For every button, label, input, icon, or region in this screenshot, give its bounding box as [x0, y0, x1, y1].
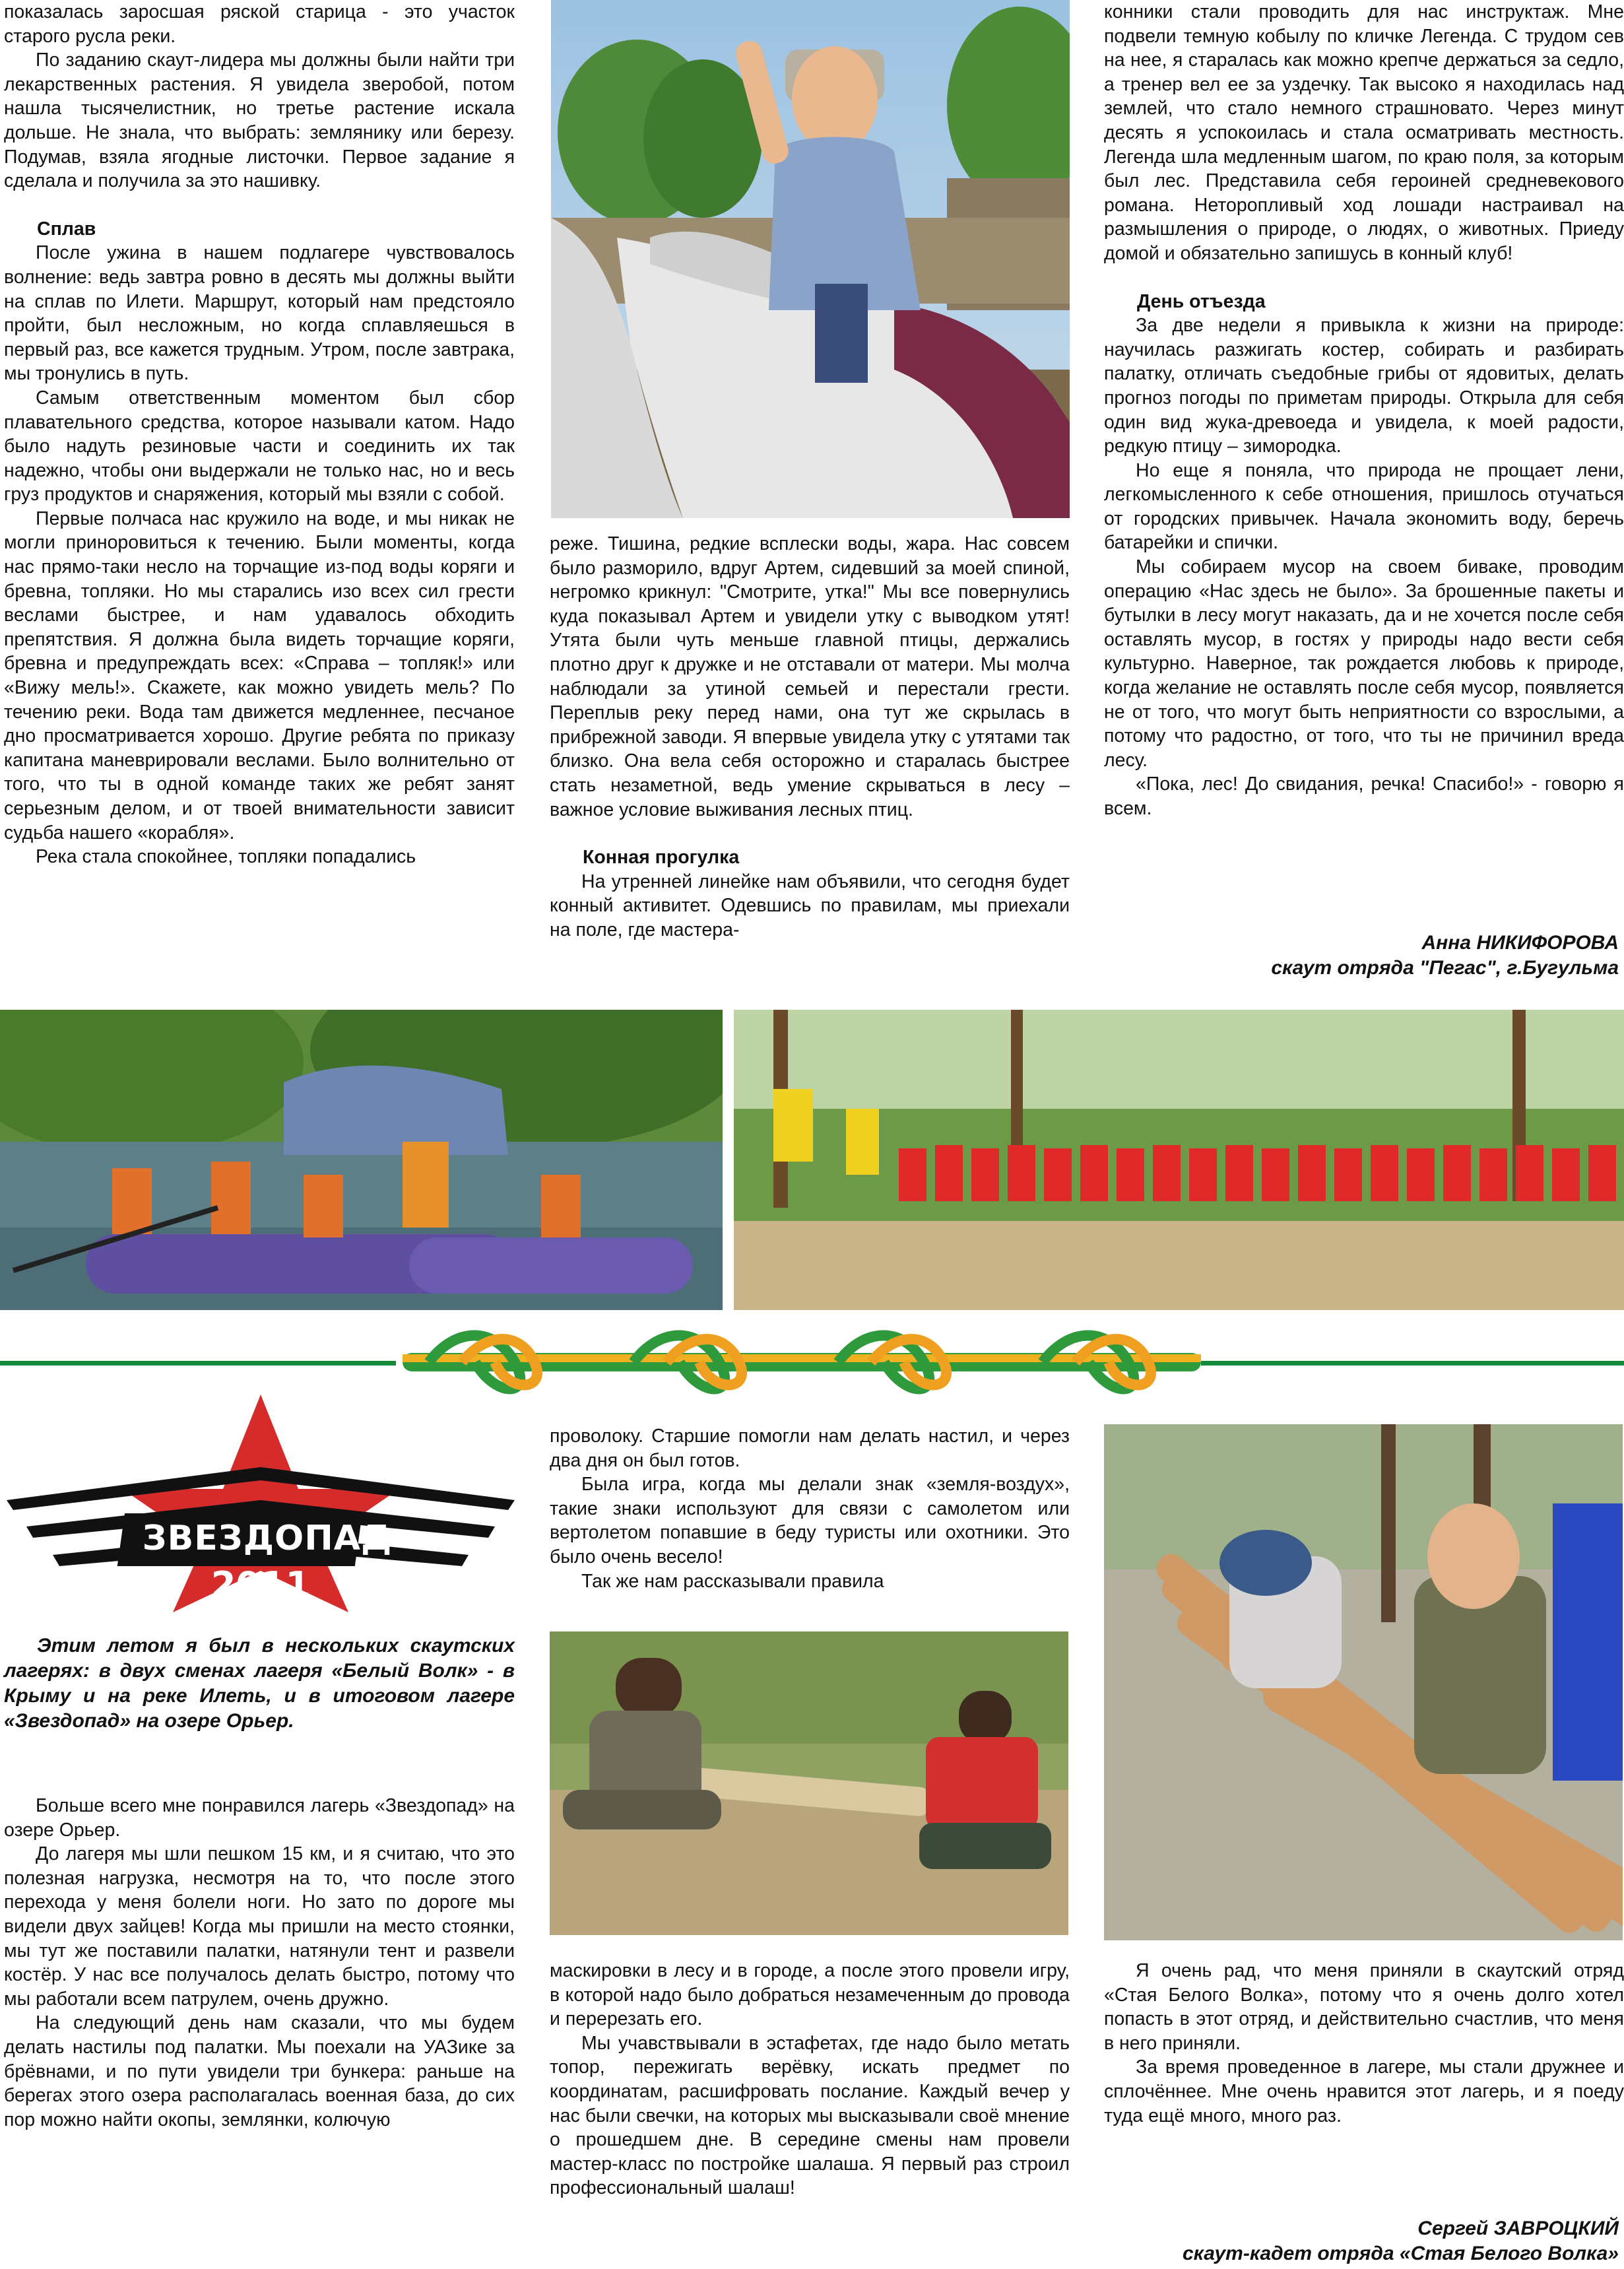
author-unit: скаут отряда "Пегас", г.Бугульма [1271, 957, 1619, 979]
paragraph: На утренней линейке нам объявили, что сегодня будет конный активитет. Одевшись по правилам, мы приехали на поле, где мастера- [550, 871, 1070, 940]
zvezdopad-logo [0, 1391, 521, 1616]
paragraph: Больше всего мне понравился лагерь «Звездопад» на озере Орьер. [4, 1795, 515, 1841]
article2-column1 [4, 1794, 515, 2132]
paragraph: За время проведенное в лагере, мы стали дружнее и сплочённее. Мне очень нравится этот лагерь, и я поеду туда ещё много, много раз. [1104, 2056, 1624, 2126]
paragraph-gap [1104, 266, 1624, 290]
photo-boy-on-horse [551, 0, 1070, 518]
author-name: Анна НИКИФОРОВА [1421, 932, 1619, 954]
paragraph: реже. Тишина, редкие всплески воды, жара. Нас совсем было разморило, вдруг Артем, сидевший за моей спиной, негромко крикнул: "Смотрите, утка!" Мы все повернулись куда показывал Артем и увидели утку с выводком утят! Утята были чуть меньше главной птицы, держались плотно друг к дружке и не отставали от матери. Мы молча наблюдали за утиной семьей и перестали грести. Переплыв реку перед нами, она тут же скрылась в прибрежной заводи. Я впервые увидела утку с утятами так близко. Она вела себя осторожно и старалась быстрее стать незаметной, ведь умение скрываться в лесу – важное условие выживания лесных птиц. [550, 533, 1070, 820]
divider-right [1201, 1361, 1624, 1365]
photo-scouts-line [734, 1010, 1624, 1310]
author-unit: скаут-кадет отряда «Стая Белого Волка» [1182, 2243, 1619, 2264]
photo-boys-sawing [550, 1631, 1068, 1935]
paragraph: Мы собираем мусор на своем биваке, проводим операцию «Нас здесь не было». За брошенные пакеты и бутылки в лесу могут наказать, да и не хочется после себя оставлять мусор, в гостях у природы надо вести себя культурно. Наверное, так рождается любовь к природе, когда желание не оставлять после себя мусор, появляется не от того, что могут быть неприятности со взрослыми, а потому что радостно, от того, что ты не причинил вреда лесу. [1104, 556, 1624, 771]
paragraph: показалась заросшая ряской старица - это участок старого русла реки. [4, 1, 515, 47]
paragraph: проволоку. Старшие помогли нам делать настил, и через два дня он был готов. [550, 1426, 1070, 1471]
author-signature-2 [1183, 2216, 1619, 2266]
paragraph: До лагеря мы шли пешком 15 км, и я считаю, что это полезная нагрузка, несмотря на то, что после этого перехода у меня болели ноги. Но зато по дороге мы видели двух зайцев! Когда мы пришли на место стоянки, мы тут же поставили палатки, натянули тент и развели костёр. У нас все получалось делать быстро, потому что мы работали всем патрулем, очень дружно. [4, 1843, 515, 2010]
divider-left [0, 1361, 396, 1365]
paragraph: Река стала спокойнее, топляки попадались [36, 846, 416, 868]
logo-title: ЗВЕЗДОПАД [142, 1519, 393, 1558]
paragraph: За две недели я привыкла к жизни на природе: научилась разжигать костер, собирать и разбирать палатку, отличать съедобные грибы от ядовитых, делать прогноз погоды по приметам природы. Открыла для себя один вид жука-древоеда и увидела, к моей радости, редкую птицу – зимородка. [1104, 315, 1624, 457]
paragraph: маскировки в лесу и в городе, а после этого провели игру, в которой надо было добраться незамеченным до провода и перерезать его. [550, 1960, 1070, 2030]
paragraph: Так же нам рассказывали правила [581, 1570, 884, 1592]
paragraph: По заданию скаут-лидера мы должны были найти три лекарственных растения. Я увидела зверобой, потом нашла тысячелистник, но третье растение искала дольше. Не знала, что выбрать: землянику или березу. Подумав, взяла ягодные листочки. Первое задание я сделала и получила за это нашивку. [4, 49, 515, 192]
paragraph: После ужина в нашем подлагере чувствовалось волнение: ведь завтра ровно в десять мы должны выйти на сплав по Илети. Маршрут, который нам предстояло пройти, был несложным, но когда сплавляешься в первый раз, все кажется трудным. Утром, после завтрака, мы тронулись в путь. [4, 242, 515, 385]
article2-column3 [1104, 1959, 1624, 2128]
author-name: Сергей ЗАВРОЦКИЙ [1417, 2218, 1619, 2239]
paragraph: конники стали проводить для нас инструктаж. Мне подвели темную кобылу по кличке Легенда. С трудом сев на нее, я старалась как можно крепче держаться за седло, а тренер вел ее за уздечку. Так высоко я находилась над землей, что стало немного страшновато. Через минут десять я успокоилась и стала осматривать местность. Легенда шла медленным шагом, по краю поля, за которым был лес. Представила себя героиней средневекового романа. Неторопливый ход лошади настраивал на размышления о природе, о людях, о животных. Приеду домой и обязательно запишусь в конный клуб! [1104, 1, 1624, 264]
section-heading: День отъезда [1137, 290, 1266, 312]
paragraph: Я очень рад, что меня приняли в скаутский отряд «Стая Белого Волка», потому что я очень долго хотел попасть в этот отряд, и действительно счастлив, что меня в него приняли. [1104, 1960, 1624, 2054]
article2-column2-top [550, 1424, 1070, 1593]
paragraph: Мы учавствывали в эстафетах, где надо было метать топор, пережигать верёвку, искать предмет по координатам, расшифровать послание. Каждый вечер у нас были свечки, на которых мы высказывали своё мнение о прошедшем дне. В середине смены нам провели мастер-класс по постройке шалаша. Я первый раз строил профессиональный шалаш! [550, 2032, 1070, 2199]
paragraph: Но еще я поняла, что природа не прощает лени, легкомысленного к себе отношения, пришлось отучаться от городских привычек. Начала экономить воду, беречь батарейки и спички. [1104, 459, 1624, 554]
logo-year: 2011 [211, 1564, 311, 1606]
article2-column2-bottom [550, 1959, 1070, 2200]
author-signature-1 [1271, 931, 1619, 981]
article2-intro: Этим летом я был в нескольких скаутских лагерях: в двух сменах лагеря «Белый Волк» - в Крыму и на реке Илеть, и в итоговом лагере «Звездопад» на озере Орьер. [4, 1635, 515, 1732]
paragraph: Была игра, когда мы делали знак «земля-воздух», такие знаки используют для связи с самолетом или вертолетом попавшие в беду туристы или охотники. Это было очень весело! [550, 1474, 1070, 1567]
article1-column1 [4, 0, 515, 869]
paragraph: «Пока, лес! До свидания, речка! Спасибо!» - говорю я всем. [1104, 773, 1624, 819]
paragraph: Первые полчаса нас кружило на воде, и мы никак не могли приноровиться к течению. Были моменты, когда нас прямо-таки несло на торчащие из-под воды коряги и бревна, топляки. Но мы старались изо всех сил грести веслами быстрее, и нам удавалось обходить препятствия. Я должна была видеть торчащие коряги, бревна и предупреждать всех: «Справа – топляк!» или «Вижу мель!». Скажете, как можно увидеть мель? По течению реки. Вода там движется медленнее, песчаное дно просматривается хорошо. Другие ребята по приказу капитана маневрировали веслами. Было волнительно от того, что ты в одной команде таких же ребят занят серьезным делом, и от твоей внимательности зависит судьба нашего «корабля». [4, 508, 515, 843]
section-heading: Сплав [37, 218, 96, 240]
article1-column3 [1104, 0, 1624, 821]
knot-rope-ornament [403, 1320, 1201, 1406]
paragraph-gap [4, 193, 515, 217]
paragraph: Самым ответственным моментом был сбор плавательного средства, которое называли катом. Надо было надуть резиновые части и соединить их так надежно, чтобы они выдержали не только нас, но и весь груз продуктов и снаряжения, который мы взяли с собой. [4, 387, 515, 506]
paragraph-gap [550, 822, 1070, 845]
section-heading: Конная прогулка [583, 847, 740, 869]
photo-rafting [0, 1010, 723, 1310]
paragraph: На следующий день нам сказали, что мы будем делать настилы под палатки. Мы поехали на УАЗике за брёвнами, и по пути увидели три бункера: раньше на берегах этого озера располагалась военная база, до сих пор можно найти окопы, землянки, колючую [4, 2012, 515, 2130]
photo-boys-logs [1104, 1424, 1623, 1940]
article1-column2 [550, 532, 1070, 942]
